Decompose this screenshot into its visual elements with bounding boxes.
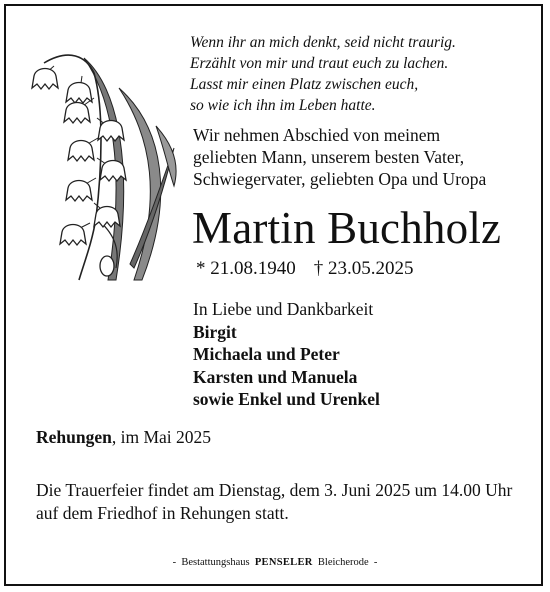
place-date: , im Mai 2025: [111, 427, 212, 447]
funeral-home-credit: [0, 556, 550, 570]
deceased-name: Martin Buchholz: [192, 203, 502, 253]
poem-line: Erzählt von mir und traut euch zu lachen.: [190, 55, 449, 72]
intro-line: Schwiegervater, geliebten Opa und Uropa: [193, 169, 487, 189]
intro-line: Wir nehmen Abschied von meinem: [193, 125, 441, 145]
memorial-poem: [190, 32, 510, 116]
place-town: Rehungen: [36, 427, 112, 447]
footer-dash-right: -: [373, 557, 378, 568]
lily-of-the-valley-icon: [24, 18, 184, 288]
footer-company: PENSELER: [254, 557, 313, 568]
footer-city: Bleicherode: [317, 557, 369, 568]
place-date-line: [36, 426, 211, 448]
life-dates: [196, 257, 414, 281]
footer-dash-left: -: [172, 557, 177, 568]
farewell-intro: [193, 124, 523, 190]
birth-date: * 21.08.1940: [196, 258, 296, 279]
footer-prefix: Bestattungshaus: [181, 557, 250, 568]
poem-line: Lasst mir einen Platz zwischen euch,: [190, 76, 419, 93]
poem-line: so wie ich ihn im Leben hatte.: [190, 97, 376, 114]
mourner-name: sowie Enkel und Urenkel: [193, 389, 380, 409]
death-date: † 23.05.2025: [313, 258, 414, 279]
mourners-block: [193, 298, 513, 411]
intro-line: geliebten Mann, unserem besten Vater,: [193, 147, 465, 167]
mourners-intro: In Liebe und Dankbarkeit: [193, 299, 374, 319]
mourner-name: Birgit: [193, 321, 237, 342]
mourner-name: Karsten und Manuela: [193, 366, 358, 387]
funeral-info: Die Trauerfeier findet am Dienstag, dem 3. Juni 2025 um 14.00 Uhr auf dem Friedhof in Rehungen statt.: [36, 480, 513, 523]
poem-line: Wenn ihr an mich denkt, seid nicht traurig.: [190, 34, 456, 51]
mourner-name: Michaela und Peter: [193, 344, 340, 364]
